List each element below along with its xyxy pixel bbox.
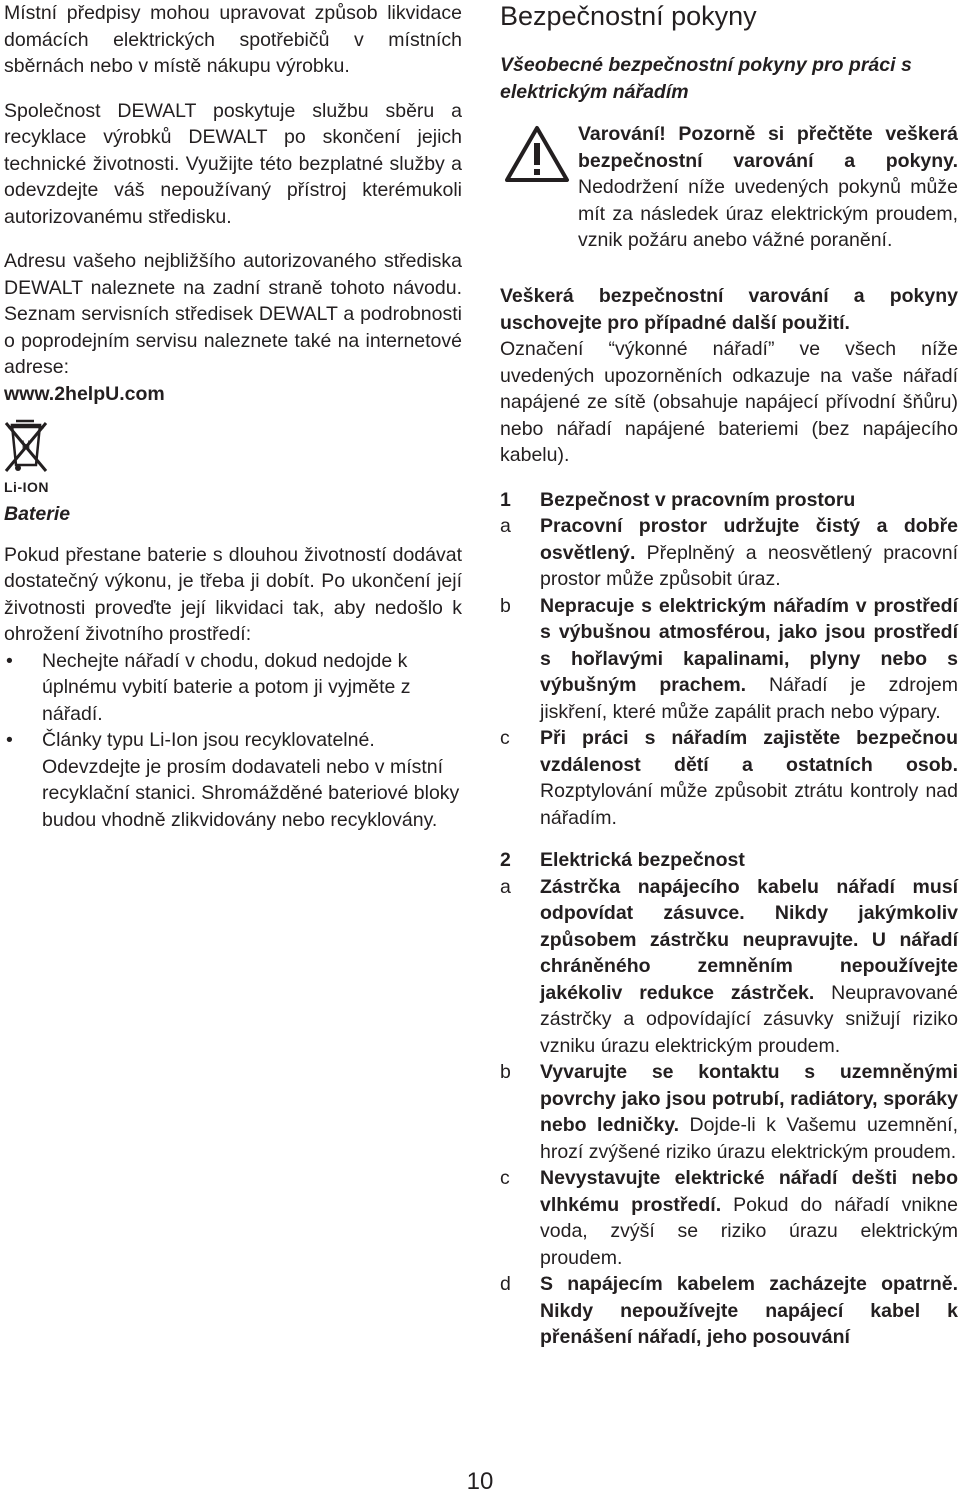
item-bold-text: Nevystavujte elektrické nářadí dešti nebo vlhkému prostředí. xyxy=(540,1167,958,1216)
section-electrical-safety xyxy=(500,847,958,1351)
list-item xyxy=(500,513,958,593)
left-column xyxy=(4,0,462,833)
crossed-out-wheelie-bin-icon xyxy=(4,419,48,477)
section-title-text: Elektrická bezpečnost xyxy=(540,849,745,871)
item-bold-text: Nepracuje s elektrickým nářadím v prostředí s výbušnou atmosférou, jako jsou prostředí s hořlavými kapalinami, plyny nebo s výbušným prachem. xyxy=(540,594,958,696)
section-number: 2 xyxy=(500,849,511,871)
disposal-paragraph: Místní předpisy mohou upravovat způsob likvidace domácích elektrických spotřebičů v místních sběrnách nebo v místě nákupu výrobku. xyxy=(4,2,462,77)
safety-subheading: Všeobecné bezpečnostní pokyny pro práci s elektrickým nářadím xyxy=(500,54,912,103)
list-item xyxy=(500,593,958,726)
li-ion-label: Li-ION xyxy=(4,479,49,495)
page-number: 10 xyxy=(466,1468,494,1495)
batteries-title: Baterie xyxy=(4,503,71,525)
list-item-text: Články typu Li-Ion jsou recyklovatelné. Odevzdejte je prosím dodavateli nebo v místní recyklační stanici. Shromážděné bateriové bloky budou vhodně zlikvidovány nebo recyklovány. xyxy=(42,729,460,831)
item-text: Rozptylování může způsobit ztrátu kontroly nad nářadím. xyxy=(540,780,958,829)
section-work-area xyxy=(500,487,958,832)
warning-bold-text: Varování! Pozorně si přečtěte veškerá bezpečnostní varování a pokyny. xyxy=(578,123,958,172)
item-bold-text: Zástrčka napájecího kabelu nářadí musí odpovídat zásuvce. Nikdy jakýmkoliv způsobem zástrčku neupravujte. U nářadí chráněného zemněním nepoužívejte jakékoliv redukce zástrček. xyxy=(540,875,958,1004)
item-text: Nářadí je zdrojem jiskření, které může zapálit prach nebo výpary. xyxy=(540,674,958,723)
list-item xyxy=(4,648,462,728)
list-item xyxy=(500,1059,958,1165)
warning-text: Nedodržení níže uvedených pokynů může mít za následek úraz elektrickým proudem, vznik požáru anebo vážné poranění. xyxy=(578,176,958,251)
service-paragraph: Adresu vašeho nejbližšího autorizovaného střediska DEWALT naleznete na zadní straně tohoto návodu. Seznam servisních středisek DEWALT a podrobnosti o poprodejním servisu naleznete také na internetové adrese: xyxy=(4,250,462,378)
section-title xyxy=(500,847,958,874)
power-tool-definition: Označení “výkonné nářadí” ve všech níže uvedených upozorněních odkazuje na vaše nářadí napájené ze sítě (obsahuje napájecí přívodní šňůru) nebo nářadí napájené bateriemi (bez napájecího kabelu). xyxy=(500,338,958,466)
item-marker: a xyxy=(500,875,511,898)
item-text: Pokud do nářadí vnikne voda, zvýší se riziko úrazu elektrickým proudem. xyxy=(540,1193,958,1269)
item-marker: b xyxy=(500,594,511,617)
section-number: 1 xyxy=(500,488,511,511)
section-title-text: Bezpečnost v pracovním prostoru xyxy=(540,488,856,511)
service-url: www.2helpU.com xyxy=(4,382,165,405)
keep-instructions-bold: Veškerá bezpečnostní varování a pokyny uschovejte pro případné další použití. xyxy=(500,285,958,334)
item-bold-text: Vyvarujte se kontaktu s uzemněnými povrchy jako jsou potrubí, radiátory, sporáky nebo ledničky. xyxy=(540,1061,958,1136)
warning-block xyxy=(500,121,958,271)
safety-heading: Bezpečnostní pokyny xyxy=(500,1,757,31)
battery-bullet-list xyxy=(4,648,462,834)
bullet-marker: • xyxy=(6,729,13,751)
item-marker: d xyxy=(500,1273,511,1295)
item-bold-text: S napájecím kabelem zacházejte opatrně. Nikdy nepoužívejte napájecí kabel k přenášení nářadí, jeho posouvání xyxy=(540,1273,958,1348)
warning-triangle-icon xyxy=(504,125,570,183)
bullet-marker: • xyxy=(6,649,13,672)
item-marker: a xyxy=(500,515,511,537)
item-marker: b xyxy=(500,1061,511,1083)
recycling-paragraph: Společnost DEWALT poskytuje službu sběru a recyklace výrobků DEWALT po skončení jejich technické životnosti. Využijte této bezplatné služby a odevzdejte váš nepoužívaný přístroj kterémukoli autorizovanému středisku. xyxy=(4,99,462,228)
section-title xyxy=(500,487,958,514)
item-bold-text: Pracovní prostor udržujte čistý a dobře osvětlený. xyxy=(540,515,958,564)
list-item xyxy=(500,1271,958,1351)
item-text: Neupravované zástrčky a odpovídající zásuvky snižují riziko vzniku úrazu elektrickým proudem. xyxy=(540,981,958,1057)
list-item-text: Nechejte nářadí v chodu, dokud nedojde k úplnému vybití baterie a potom ji vyjměte z nářadí. xyxy=(42,649,411,725)
battery-paragraph: Pokud přestane baterie s dlouhou životností dodávat dostatečný výkonu, je třeba ji dobít. Po ukončení její životnosti proveďte její likvidaci tak, aby nedošlo k ohrožení životního prostředí: xyxy=(4,543,462,645)
item-text: Dojde-li k Vašemu uzemnění, hrozí zvýšené riziko úrazu elektrickým proudem. xyxy=(540,1114,958,1163)
recycling-symbol xyxy=(4,419,462,501)
item-marker: c xyxy=(500,727,510,749)
list-item xyxy=(4,727,462,833)
item-marker: c xyxy=(500,1167,510,1189)
item-text: Přeplněný a neosvětlený pracovní prostor může způsobit úraz. xyxy=(540,541,958,590)
right-column xyxy=(500,0,958,1351)
list-item xyxy=(500,725,958,831)
list-item xyxy=(500,874,958,1060)
list-item xyxy=(500,1165,958,1271)
item-bold-text: Při práci s nářadím zajistěte bezpečnou vzdálenost dětí a ostatních osob. xyxy=(540,727,958,776)
